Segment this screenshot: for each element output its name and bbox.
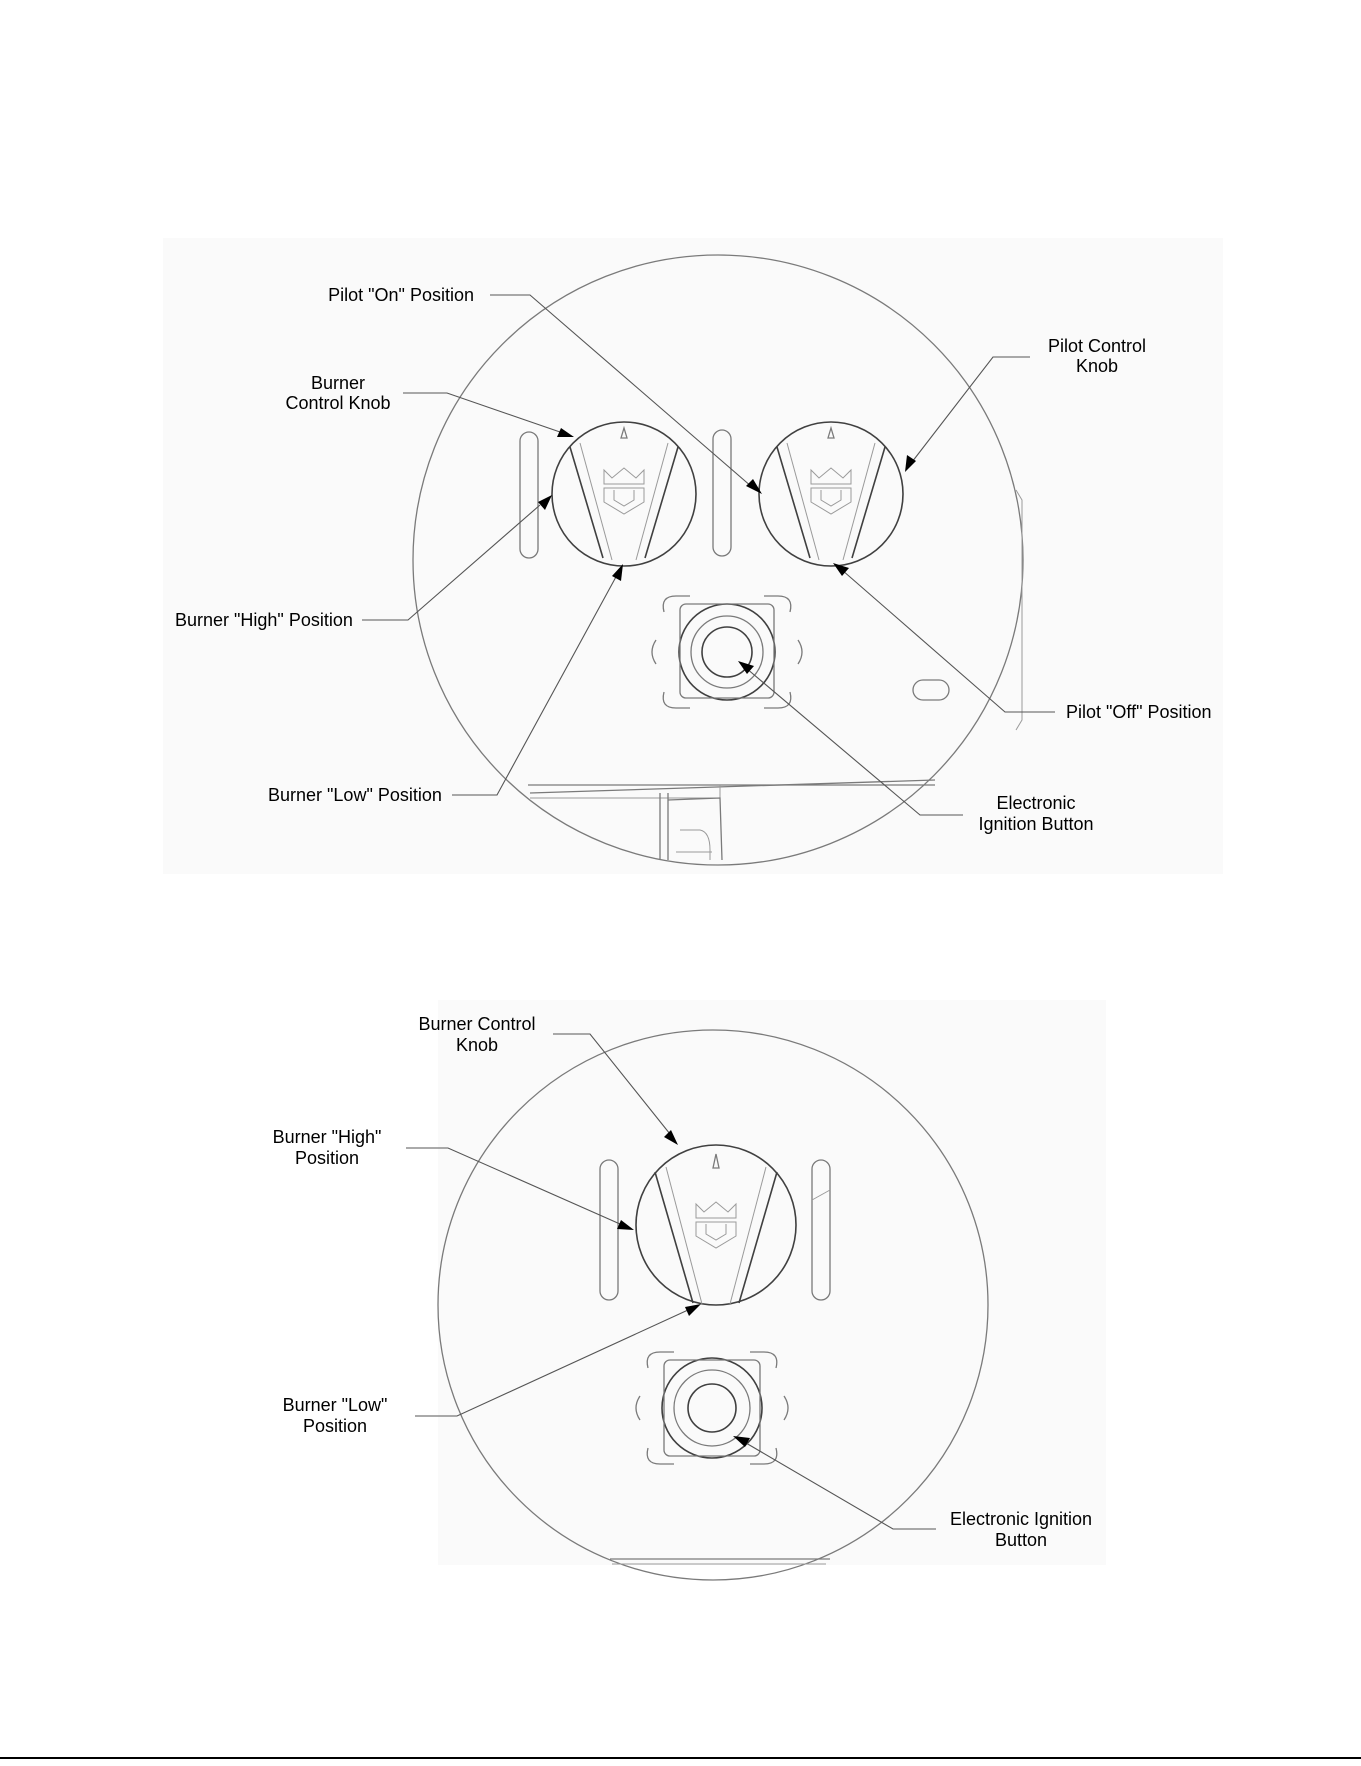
label-pilot-control-knob-line2: Knob: [1075, 356, 1119, 376]
label-pilot-off-position: Pilot "Off" Position: [1066, 702, 1212, 722]
label-burner-high-position-2-line1: Burner "High": [272, 1127, 382, 1147]
label-pilot-control-knob-line1: Pilot Control: [1047, 336, 1147, 356]
label-burner-low-position: Burner "Low" Position: [268, 785, 442, 805]
label-ignition-button-line2: Ignition Button: [978, 814, 1094, 834]
label-burner-control-knob-2-line1: Burner Control: [418, 1014, 536, 1034]
label-burner-control-knob-2-line2: Knob: [455, 1035, 499, 1055]
diagram-2: [273, 1000, 1106, 1580]
label-ignition-button-2-line2: Button: [994, 1530, 1048, 1550]
label-ignition-button-line1: Electronic: [996, 793, 1076, 813]
label-burner-control-knob-line2: Control Knob: [285, 393, 391, 413]
diagram-1-background: [163, 238, 1223, 874]
label-burner-control-knob-line1: Burner: [310, 373, 366, 393]
label-burner-low-position-2-line1: Burner "Low": [282, 1395, 388, 1415]
label-ignition-button-2-line1: Electronic Ignition: [949, 1509, 1093, 1529]
diagram-1: [163, 238, 1223, 874]
label-burner-high-position: Burner "High" Position: [175, 610, 353, 630]
label-burner-high-position-2-line2: Position: [294, 1148, 360, 1168]
label-burner-low-position-2-line2: Position: [302, 1416, 368, 1436]
label-pilot-on-position: Pilot "On" Position: [328, 285, 474, 305]
